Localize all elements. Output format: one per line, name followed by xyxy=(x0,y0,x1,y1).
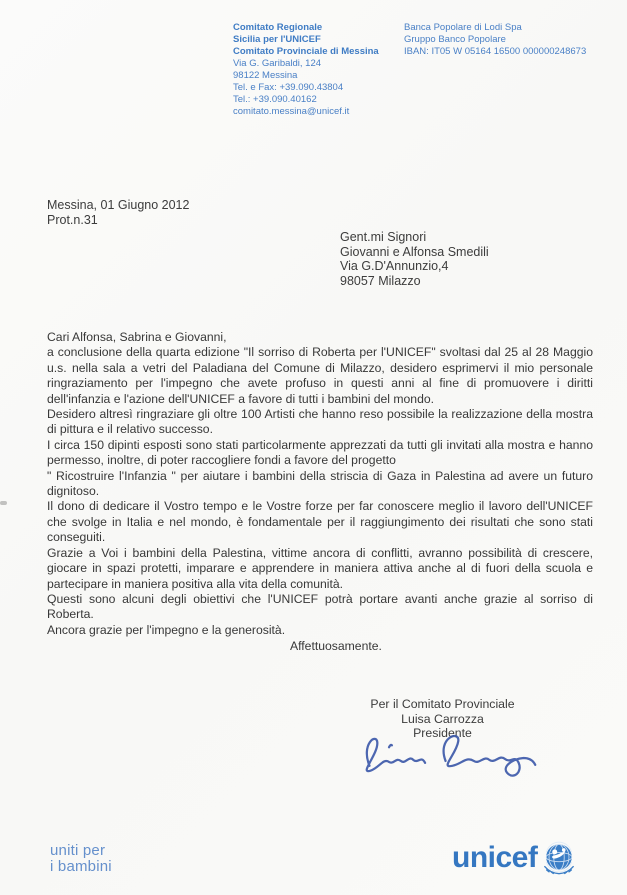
org-phone-fax: Tel. e Fax: +39.090.43804 xyxy=(233,82,344,93)
bank-details xyxy=(404,22,586,58)
org-name-line: Comitato Provinciale di Messina xyxy=(233,46,379,57)
letter-paragraph: a conclusione della quarta edizione "Il sorriso di Roberta per l'UNICEF" svoltasi dal 25 al 28 Maggio u.s. nella sala a vetri del Paladiana del Comune di Milazzo, desidero esprimervi il mio personale ringraziamento per l'impegno che avete profuso in questi anni al fine di promuovere i diritti dell'infanzia e l'azione dell'UNICEF a favore di tutti i bambini del mondo. xyxy=(47,345,593,406)
place-date: Messina, 01 Giugno 2012 xyxy=(47,198,190,212)
letter-greeting: Cari Alfonsa, Sabrina e Giovanni, xyxy=(47,330,227,344)
bank-iban: IBAN: IT05 W 05164 16500 000000248673 xyxy=(404,46,587,57)
recipient-street: Via G.D'Annunzio,4 xyxy=(340,259,449,273)
letter-paragraph: Ancora grazie per l'impegno e la generosità. xyxy=(47,622,286,637)
scan-artifact-mark xyxy=(0,501,7,505)
date-block xyxy=(47,198,189,228)
org-phone: Tel.: +39.090.40162 xyxy=(233,94,317,105)
bank-name: Banca Popolare di Lodi Spa xyxy=(404,22,522,33)
recipient-salutation: Gent.mi Signori xyxy=(340,230,427,244)
tagline-line: i bambini xyxy=(50,857,112,875)
org-name-line: Comitato Regionale xyxy=(233,22,323,33)
handwritten-signature xyxy=(350,726,545,790)
sender-letterhead xyxy=(233,22,379,118)
signature-name: Luisa Carrozza xyxy=(401,711,484,726)
bank-group: Gruppo Banco Popolare xyxy=(404,34,506,45)
letter-paragraph: Grazie a Voi i bambini della Palestina, vittime ancora di conflitti, avranno possibilità di crescere, giocare in spazi protetti, imparare e apprendere in maniera attiva anche al di fuori della scuola e partecipare in maniera positiva alla vita della comunità. xyxy=(47,545,593,591)
unicef-emblem-icon xyxy=(540,840,578,878)
unicef-tagline xyxy=(50,843,112,874)
letter-body xyxy=(47,330,593,655)
org-address-line: 98122 Messina xyxy=(233,70,298,81)
signature-title: Presidente xyxy=(413,726,472,740)
unicef-logo xyxy=(452,838,578,878)
letter-paragraph: I circa 150 dipinti esposti sono stati particolarmente apprezzati da tutti gli invitati alla mostra e hanno permesso, inoltre, di poter raccogliere fondi a favore del progetto xyxy=(47,437,593,468)
recipient-names: Giovanni e Alfonsa Smedili xyxy=(340,244,489,259)
recipient-address xyxy=(340,230,489,288)
org-name-line: Sicilia per l'UNICEF xyxy=(233,34,321,45)
unicef-wordmark: unicef xyxy=(452,841,538,874)
letter-paragraph: Questi sono alcuni degli obiettivi che l'UNICEF potrà portare avanti anche grazie al sorriso di Roberta. xyxy=(47,591,593,622)
closing-salutation: Affettuosamente. xyxy=(290,639,382,654)
letter-paragraph: Il dono di dedicare il Vostro tempo e le Vostre forze per far conoscere meglio il lavoro dell'UNICEF che svolge in Italia e nel mondo, è fondamentale per il raggiungimento dei risultati che sono stati conseguiti. xyxy=(47,499,593,545)
signature-committee-line: Per il Comitato Provinciale xyxy=(370,697,515,711)
org-address-line: Via G. Garibaldi, 124 xyxy=(233,58,322,69)
recipient-city: 98057 Milazzo xyxy=(340,273,421,288)
protocol-number: Prot.n.31 xyxy=(47,213,98,227)
letter-paragraph: Desidero altresì ringraziare gli oltre 100 Artisti che hanno reso possibile la realizzazione della mostra di pittura e il relativo successo. xyxy=(47,407,593,437)
tagline-line: uniti per xyxy=(50,842,106,859)
org-email: comitato.messina@unicef.it xyxy=(233,106,350,117)
letter-paragraph: " Ricostruire l'Infanzia " per aiutare i bambini della striscia di Gaza in Palestina ad avere un futuro dignitoso. xyxy=(47,468,593,499)
